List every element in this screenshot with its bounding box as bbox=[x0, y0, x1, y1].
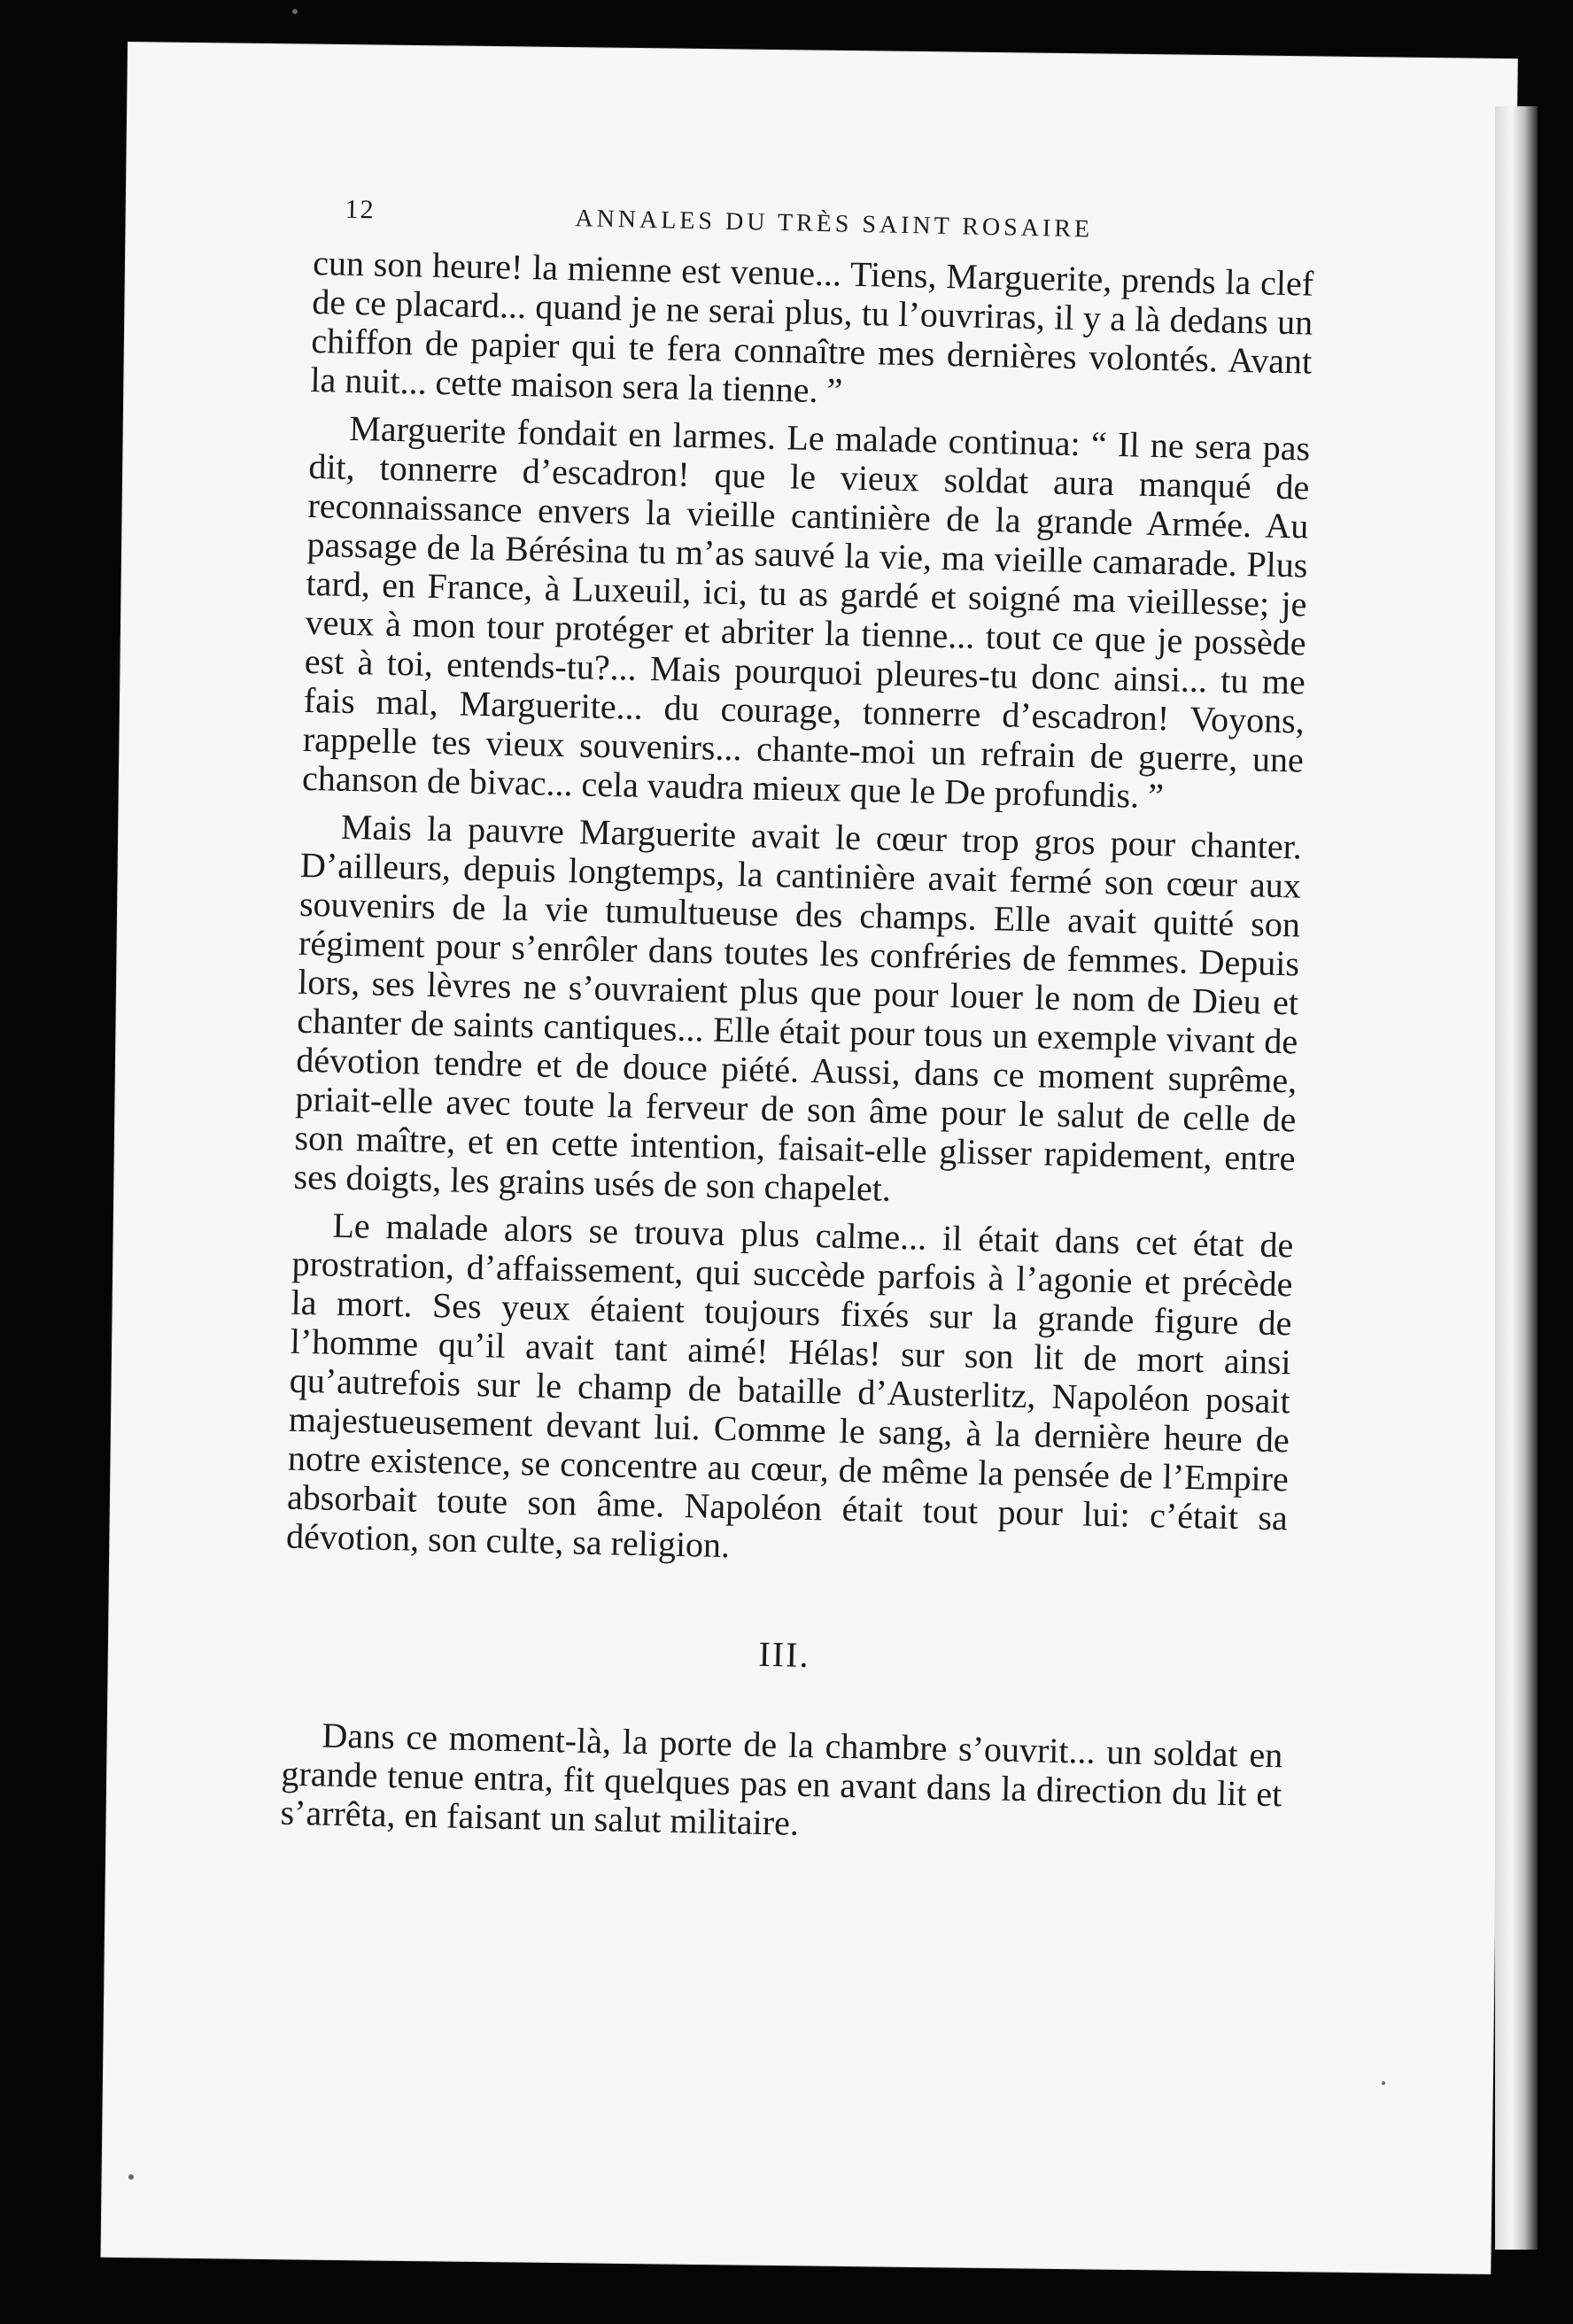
paragraph-2: Marguerite fondait en larmes. Le malade continua: “ Il ne sera pas dit, tonnerre d’escadron! que le vieux soldat aura manqué de reconnaissance envers la vieille cantinière de la grande Armée. Au passage de la Bérésina tu m’as sauvé la vie, ma vieille camarade. Plus tard, en France, à Luxeuil, ici, tu as gardé et soigné ma vieillesse; je veux à mon tour protéger et abriter la tienne... tout ce que je possède est à toi, entends-tu?... Mais pourquoi pleures-tu donc ainsi... tu me fais mal, Marguerite... du courage, tonnerre d’escadron! Voyons, rappelle tes vieux souvenirs... chante-moi un refrain de guerre, une chanson de bivac... cela vaudra mieux que le De profundis. ” bbox=[301, 407, 1311, 817]
scan-speck bbox=[128, 2174, 134, 2180]
section-heading: III. bbox=[758, 1633, 810, 1676]
page-text-block bbox=[280, 190, 1315, 1853]
page-number: 12 bbox=[345, 194, 376, 225]
final-paragraph: Dans ce moment-là, la porte de la chambre s’ouvrit... un soldat en grande tenue entra, fit quelques pas en avant dans la direction du lit et s’arrêta, en faisant un salut militaire. bbox=[280, 1715, 1283, 1843]
page-edge-shadow bbox=[1495, 106, 1538, 2250]
scan-speck bbox=[292, 9, 298, 14]
paragraph-1: cun son heure! la mienne est venue... Tiens, Marguerite, prends la clef de ce placard... quand je ne serai plus, tu l’ouvriras, il y a là dedans un chiffon de papier qui te fera connaître mes dernières volontés. Avant la nuit... cette maison sera la tienne. ” bbox=[310, 242, 1314, 411]
running-head-title: ANNALES DU TRÈS SAINT ROSAIRE bbox=[575, 205, 1094, 244]
paragraph-4: Le malade alors se trouva plus calme... il était dans cet état de prostration, d’affaissement, qui succède parfois à l’agonie et précède la mort. Ses yeux étaient toujours fixés sur la grande figure de l’homme qu’il avait tant aimé! Hélas! sur son lit de mort ainsi qu’autrefois sur le champ de bataille d’Austerlitz, Napoléon posait majestueusement devant lui. Comme le sang, à la dernière heure de notre existence, se concentre au cœur, de même la pensée de l’Empire absorbait toute son âme. Napoléon était tout pour lui: c’était sa dévotion, son culte, sa religion. bbox=[285, 1205, 1294, 1566]
paragraph-3: Mais la pauvre Marguerite avait le cœur trop gros pour chanter. D’ailleurs, depuis longtemps, la cantinière avait fermé son cœur aux souvenirs de la vie tumultueuse des champs. Elle avait quitté son régiment pour s’enrôler dans toutes les confréries de femmes. Depuis lors, ses lèvres ne s’ouvraient plus que pour louer le nom de Dieu et chanter de saints cantiques... Elle était pour tous un exemple vivant de dévotion tendre et de douce piété. Aussi, dans ce moment suprême, priait-elle avec toute la ferveur de son âme pour le salut de celle de son maître, et en cette intention, faisait-elle glisser rapidement, entre ses doigts, les grains usés de son chapelet. bbox=[293, 806, 1303, 1209]
scan-speck bbox=[1382, 2081, 1385, 2085]
